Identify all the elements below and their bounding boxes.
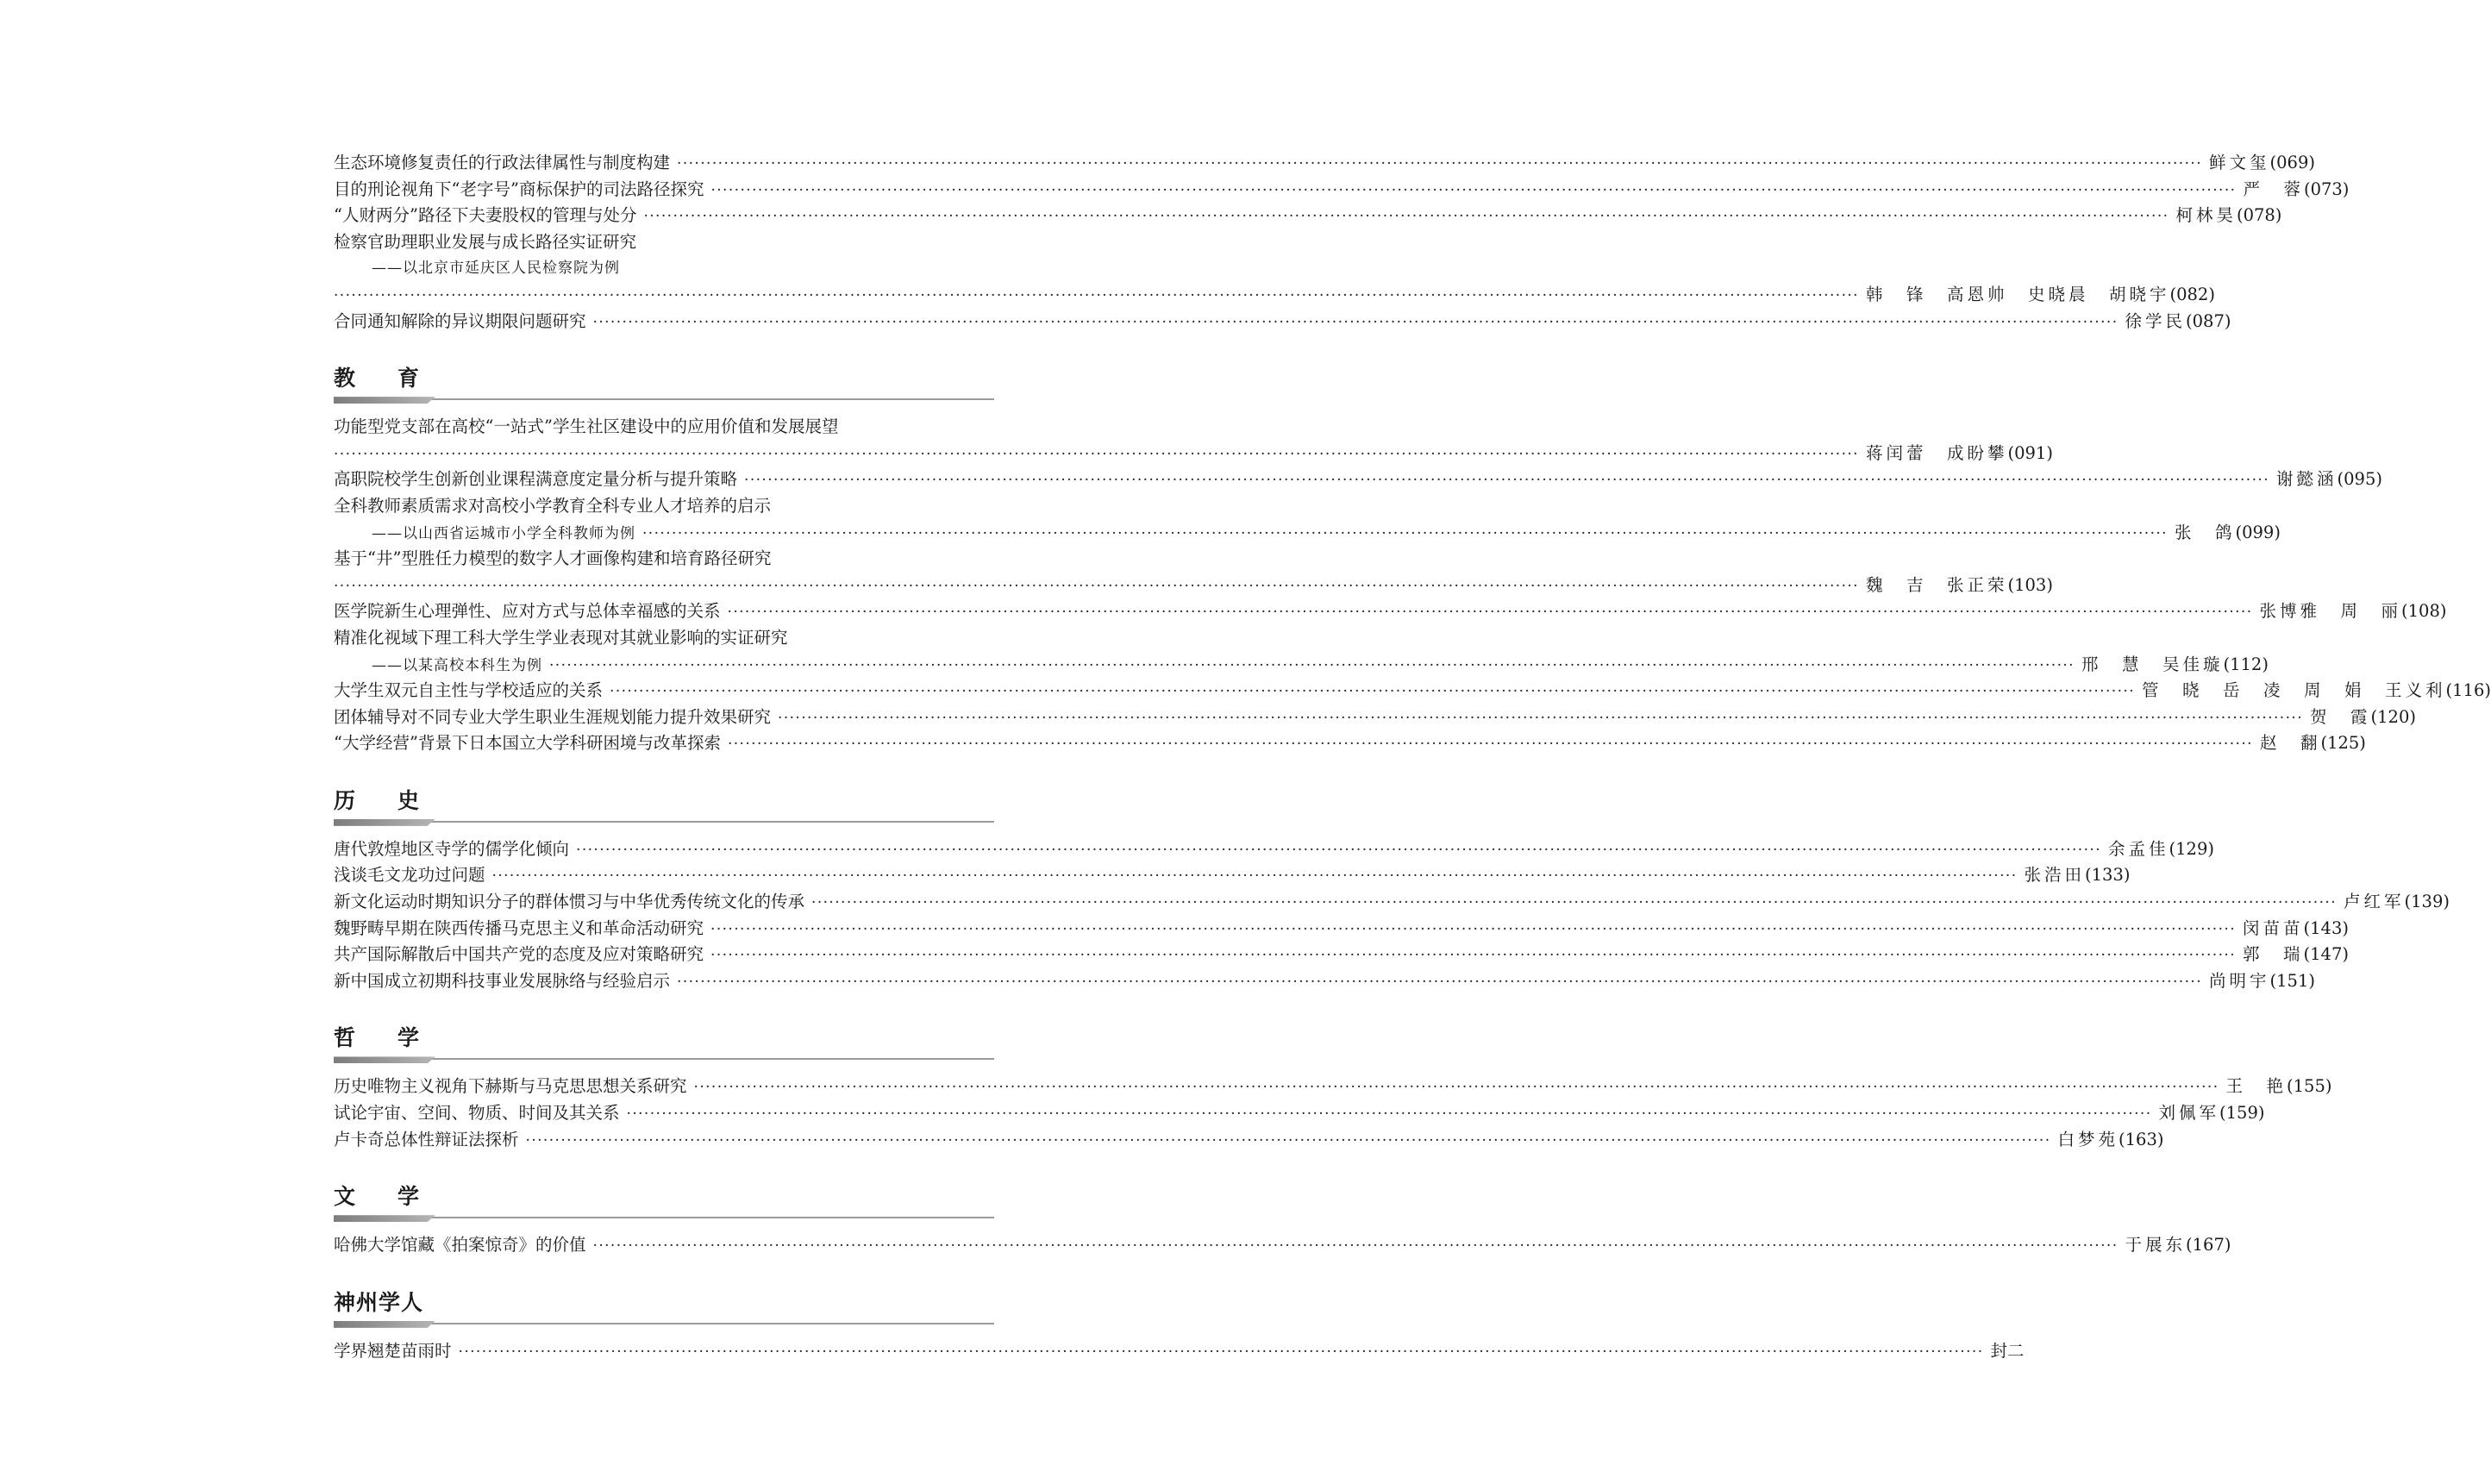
toc-entry (334, 546, 2053, 598)
entry-title: 精准化视域下理工科大学生学业表现对其就业影响的实证研究 (334, 627, 788, 648)
entry-line (334, 150, 2315, 177)
entry-title: 团体辅导对不同专业大学生职业生涯规划能力提升效果研究 (334, 706, 772, 727)
entry-page: (139) (2404, 892, 2450, 912)
leader-dots: ···································································································································································································································································· (549, 656, 2075, 674)
leader-dots: ···································································································································································································································································· (334, 286, 1859, 304)
leader-dots: ···································································································································································································································································· (677, 973, 2203, 991)
section-header (334, 1288, 994, 1328)
toc-entry (334, 414, 2053, 466)
entry-line (334, 1127, 2164, 1154)
entry-line (334, 1100, 2265, 1127)
leader-dots: ···································································································································································································································································· (642, 524, 2168, 542)
entry-title: 生态环境修复责任的行政法律属性与制度构建 (334, 153, 671, 172)
entry-author: 谢懿涵 (2276, 469, 2338, 490)
entry-line (334, 836, 2214, 863)
leader-dots: ···································································································································································································································································· (677, 155, 2203, 172)
entry-title: 共产国际解散后中国共产党的态度及应对策略研究 (334, 944, 704, 965)
leader-dots: ···································································································································································································································································· (592, 1237, 2119, 1255)
entry-title: 唐代敦煌地区寺学的儒学化倾向 (334, 838, 570, 859)
entry-author: 鲜文玺 (2209, 153, 2270, 172)
entry-title: 哈佛大学馆藏《拍案惊奇》的价值 (334, 1235, 586, 1255)
entry-page: (095) (2337, 469, 2382, 490)
toc-entry (334, 862, 2131, 889)
toc-entry (334, 229, 2215, 309)
section-header (334, 786, 994, 826)
entry-line (334, 177, 2350, 204)
entry-author-line (334, 573, 2053, 599)
entry-page: (116) (2445, 680, 2491, 701)
entry-page: (133) (2085, 865, 2131, 886)
section-heading: 历 史 (334, 787, 430, 813)
entry-page: (078) (2236, 205, 2282, 226)
toc-entry (334, 730, 2366, 757)
entry-page: 封二 (1990, 1340, 2025, 1361)
entry-author: 邢 慧 吴佳璇 (2081, 654, 2224, 674)
toc-entry (334, 836, 2214, 863)
entry-title: 历史唯物主义视角下赫斯与马克思思想关系研究 (334, 1076, 687, 1097)
leader-dots: ···································································································································································································································································· (334, 445, 1859, 463)
entry-author: 于展东 (2125, 1235, 2187, 1255)
entry-author: 刘佩军 (2158, 1103, 2220, 1124)
leader-dots: ···································································································································································································································································· (811, 894, 2338, 912)
entry-subtitle: ——以北京市延庆区人民检察院为例 (372, 260, 620, 278)
section-heading: 哲 学 (334, 1025, 430, 1051)
entry-title: 功能型党支部在高校“一站式”学生社区建设中的应用价值和发展展望 (334, 416, 839, 437)
entry-line (334, 942, 2349, 968)
entry-title-line (334, 493, 994, 520)
toc-entry (334, 598, 2447, 625)
entry-author: 张 鸽 (2175, 522, 2236, 542)
entry-page: (155) (2287, 1076, 2332, 1097)
entry-title: “大学经营”背景下日本国立大学科研困境与改革探索 (334, 733, 721, 754)
toc-entry (334, 177, 2350, 204)
toc-entry (334, 466, 2382, 493)
entry-title: 目的刑论视角下“老字号”商标保护的司法路径探究 (334, 178, 704, 199)
toc-entry (334, 942, 2349, 968)
entry-author: 张博雅 周 丽 (2259, 601, 2402, 622)
toc-entry (334, 1127, 2164, 1154)
table-of-contents (334, 150, 2491, 1364)
entry-title-line (334, 229, 994, 256)
entry-author: 魏 吉 张正荣 (1866, 574, 2008, 595)
entry-title: 检察官助理职业发展与成长路径实证研究 (334, 231, 637, 252)
toc-entry (334, 1232, 2231, 1259)
leader-dots: ···································································································································································································································································· (576, 841, 2102, 859)
entry-page: (120) (2370, 706, 2416, 727)
entry-line (334, 1074, 2332, 1100)
entry-title: 魏野畴早期在陕西传播马克思主义和革命活动研究 (334, 917, 704, 938)
entry-page: (073) (2303, 178, 2350, 199)
entry-line (334, 598, 2447, 625)
entry-title: 合同通知解除的异议期限问题研究 (334, 310, 586, 331)
toc-entry (334, 625, 2269, 678)
entry-page: (103) (2007, 574, 2053, 595)
section-header (334, 1182, 994, 1222)
entry-title: 全科教师素质需求对高校小学教育全科专业人才培养的启示 (334, 495, 772, 516)
entry-line (334, 203, 2282, 229)
toc-entry (334, 309, 2231, 335)
entry-subtitle-line (334, 652, 2269, 679)
entry-line (334, 889, 2450, 916)
entry-page: (069) (2269, 153, 2315, 172)
entry-page: (147) (2303, 944, 2349, 965)
leader-dots: ···································································································································································································································································· (744, 472, 2270, 490)
entry-title: 学界翘楚苗雨时 (334, 1340, 452, 1361)
toc-entry (334, 493, 2281, 546)
toc-entry (334, 1100, 2265, 1127)
section-bar (334, 1215, 435, 1222)
entry-page: (129) (2169, 838, 2214, 859)
entry-title: 基于“井”型胜任力模型的数字人才画像构建和培育路径研究 (334, 548, 772, 569)
entry-author: 蒋闰蕾 成盼攀 (1866, 442, 2008, 463)
entry-line (334, 678, 2491, 704)
entry-page: (108) (2401, 601, 2447, 622)
entry-title: 新文化运动时期知识分子的群体惯习与中华优秀传统文化的传承 (334, 892, 805, 912)
section-bar (334, 1056, 435, 1063)
entry-author: 管 晓 岳 凌 周 娟 王义利 (2142, 680, 2446, 701)
entry-page: (082) (2169, 284, 2215, 304)
entry-page: (087) (2186, 310, 2231, 331)
entry-author: 王 艳 (2225, 1076, 2288, 1097)
entry-page: (099) (2235, 522, 2281, 542)
entry-line (334, 916, 2349, 942)
leader-dots: ···································································································································································································································································· (592, 313, 2119, 331)
entry-title: 大学生双元自主性与学校适应的关系 (334, 680, 604, 701)
toc-entry (334, 916, 2349, 942)
entry-author-line (334, 441, 2053, 467)
entry-page: (112) (2223, 654, 2269, 674)
entry-title: 卢卡奇总体性辩证法探析 (334, 1129, 519, 1149)
entry-page: (091) (2007, 442, 2053, 463)
toc-entry (334, 150, 2315, 177)
leader-dots: ···································································································································································································································································· (710, 920, 2237, 938)
entry-line (334, 704, 2416, 731)
toc-entry (334, 968, 2315, 995)
entry-page: (143) (2303, 917, 2349, 938)
section-bar (334, 1321, 435, 1328)
leader-dots: ···································································································································································································································································· (334, 577, 1859, 595)
leader-dots: ···································································································································································································································································· (491, 867, 2018, 886)
entry-author: 卢红军 (2344, 892, 2405, 912)
leader-dots: ···································································································································································································································································· (610, 683, 2136, 701)
entry-page: (151) (2269, 970, 2315, 991)
section-header (334, 1024, 994, 1063)
entry-title: 新中国成立初期科技事业发展脉络与经验启示 (334, 970, 671, 991)
entry-subtitle-line (334, 255, 994, 282)
entry-title: 浅谈毛文龙功过问题 (334, 865, 485, 886)
leader-dots: ···································································································································································································································································· (778, 709, 2304, 727)
entry-title-line (334, 414, 994, 441)
entry-author: 徐学民 (2125, 310, 2187, 331)
toc-entry (334, 1074, 2332, 1100)
entry-title-line (334, 546, 994, 573)
entry-title: “人财两分”路径下夫妻股权的管理与处分 (334, 205, 637, 226)
entry-author: 赵 翻 (2259, 733, 2321, 754)
entry-subtitle: ——以山西省运城市小学全科教师为例 (372, 524, 635, 542)
entry-line (334, 730, 2366, 757)
section-header (334, 364, 994, 404)
entry-title: 试论宇宙、空间、物质、时间及其关系 (334, 1103, 620, 1124)
entry-title: 医学院新生心理弹性、应对方式与总体幸福感的关系 (334, 601, 721, 622)
entry-author-line (334, 282, 2215, 309)
section-heading: 神州学人 (334, 1289, 424, 1315)
leader-dots: ···································································································································································································································································· (727, 736, 2253, 754)
entry-page: (163) (2119, 1129, 2164, 1149)
entry-author: 韩 锋 高恩帅 史晓晨 胡晓宇 (1866, 284, 2170, 304)
entry-author: 余孟佳 (2108, 838, 2169, 859)
entry-title: 高职院校学生创新创业课程满意度定量分析与提升策略 (334, 469, 738, 490)
leader-dots: ···································································································································································································································································· (710, 947, 2237, 965)
entry-author: 闵苗苗 (2243, 917, 2304, 938)
leader-dots: ···································································································································································································································································· (626, 1105, 2152, 1124)
toc-entry (334, 889, 2450, 916)
entry-line (334, 1232, 2231, 1259)
entry-subtitle: ——以某高校本科生为例 (372, 656, 542, 674)
leader-dots: ···································································································································································································································································· (643, 208, 2169, 226)
entry-page: (125) (2320, 733, 2366, 754)
section-heading: 教 育 (334, 366, 430, 391)
toc-entry (334, 203, 2282, 229)
entry-author: 严 蓉 (2243, 178, 2304, 199)
leader-dots: ···································································································································································································································································· (727, 604, 2253, 622)
leader-dots: ···································································································································································································································································· (458, 1343, 1984, 1361)
leader-dots: ···································································································································································································································································· (710, 181, 2237, 199)
toc-entry (334, 704, 2416, 731)
leader-dots: ···································································································································································································································································· (525, 1131, 2051, 1149)
section-heading: 文 学 (334, 1184, 430, 1210)
entry-page: (159) (2219, 1103, 2265, 1124)
toc-entry (334, 1338, 2025, 1365)
entry-title-line (334, 625, 994, 652)
entry-author: 柯林昊 (2175, 205, 2237, 226)
entry-line (334, 1338, 2025, 1365)
entry-page: (167) (2186, 1235, 2231, 1255)
entry-author: 尚明宇 (2209, 970, 2270, 991)
entry-subtitle-line (334, 520, 2281, 547)
entry-author: 郭 瑞 (2243, 944, 2304, 965)
entry-line (334, 968, 2315, 995)
entry-line (334, 466, 2382, 493)
leader-dots: ···································································································································································································································································· (693, 1079, 2219, 1097)
section-bar (334, 819, 435, 826)
entry-author: 张浩田 (2024, 865, 2086, 886)
entry-author: 白梦苑 (2057, 1129, 2119, 1149)
section-bar (334, 397, 435, 404)
entry-author: 贺 霞 (2310, 706, 2371, 727)
toc-entry (334, 678, 2491, 704)
entry-line (334, 862, 2131, 889)
entry-line (334, 309, 2231, 335)
